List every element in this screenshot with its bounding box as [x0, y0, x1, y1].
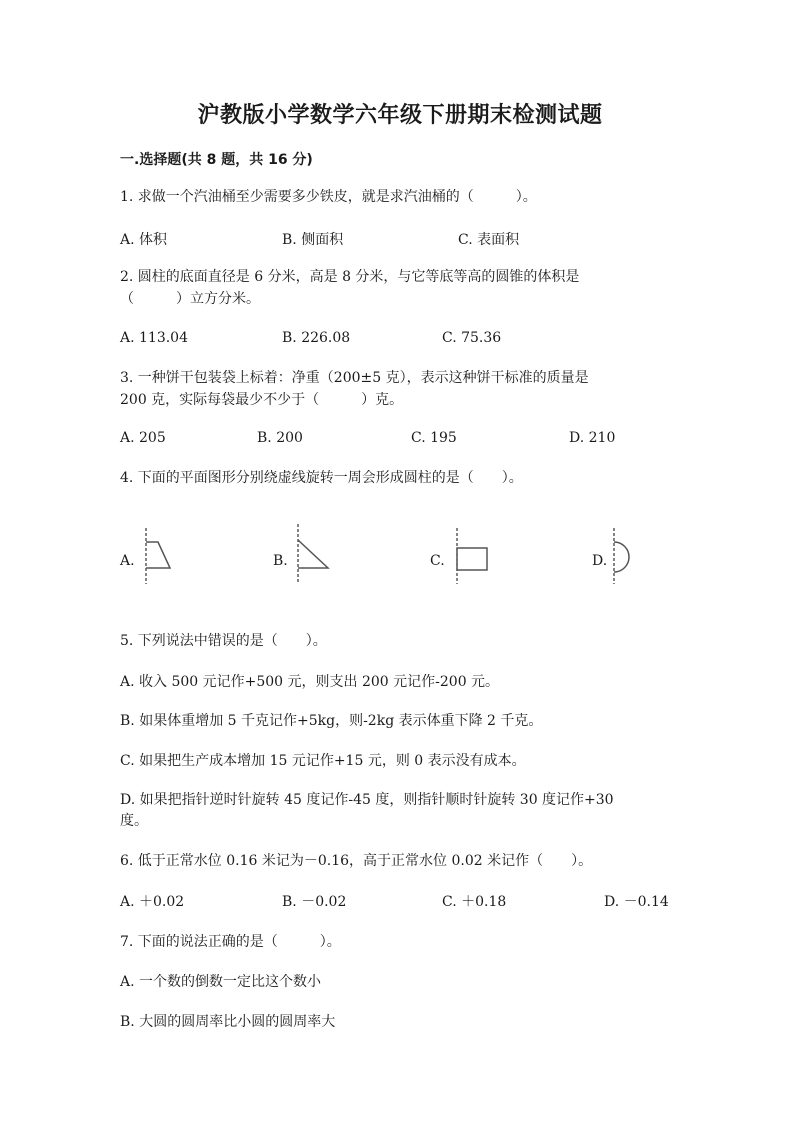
q5-option-b: B. 如果体重增加 5 千克记作+5kg，则-2kg 表示体重下降 2 千克。 [120, 713, 543, 729]
question-5: 5. 下列说法中错误的是（ ）。 [120, 633, 327, 649]
question-2-line-1: 2. 圆柱的底面直径是 6 分米，高是 8 分米，与它等底等高的圆锥的体积是 [120, 269, 580, 285]
question-3-line-2: 200 克，实际每袋最少不少于（ ）克。 [120, 392, 404, 408]
q6-option-d: D. －0.14 [604, 894, 669, 910]
question-7: 7. 下面的说法正确的是（ ）。 [120, 934, 341, 950]
q7-option-b: B. 大圆的圆周率比小圆的圆周率大 [120, 1014, 336, 1030]
q3-option-d: D. 210 [569, 430, 616, 446]
question-2-line-2: （ ）立方分米。 [120, 291, 260, 307]
question-3-line-1: 3. 一种饼干包装袋上标着：净重（200±5 克），表示这种饼干标准的质量是 [120, 370, 589, 386]
page-title: 沪教版小学数学六年级下册期末检测试题 [197, 103, 603, 128]
q7-option-a: A. 一个数的倒数一定比这个数小 [120, 974, 322, 990]
question-6: 6. 低于正常水位 0.16 米记为－0.16，高于正常水位 0.02 米记作（ ）。 [120, 853, 593, 869]
figure-b-label: B. [273, 553, 288, 569]
q2-option-b: B. 226.08 [282, 330, 351, 346]
figure-d-semicircle [606, 526, 646, 586]
figure-a-label: A. [120, 553, 135, 569]
q3-option-b: B. 200 [257, 430, 303, 446]
q6-option-b: B. －0.02 [282, 894, 347, 910]
figure-c-label: C. [430, 553, 445, 569]
q5-option-c: C. 如果把生产成本增加 15 元记作+15 元，则 0 表示没有成本。 [120, 753, 526, 769]
figure-d-label: D. [592, 553, 608, 569]
q5-option-d-line-2: 度。 [120, 813, 148, 829]
figure-c-rectangle [450, 526, 494, 586]
q6-option-c: C. ＋0.18 [442, 894, 507, 910]
q1-option-c: C. 表面积 [458, 232, 520, 248]
figure-a-trapezoid [138, 526, 178, 586]
q3-option-c: C. 195 [411, 430, 457, 446]
q2-option-a: A. 113.04 [120, 330, 188, 346]
q1-option-a: A. 体积 [120, 232, 168, 248]
question-4: 4. 下面的平面图形分别绕虚线旋转一周会形成圆柱的是（ ）。 [120, 470, 523, 486]
q1-option-b: B. 侧面积 [282, 232, 344, 248]
section-heading: 一.选择题(共 8 题，共 16 分) [120, 152, 313, 168]
q3-option-a: A. 205 [120, 430, 166, 446]
q2-option-c: C. 75.36 [442, 330, 502, 346]
q5-option-d-line-1: D. 如果把指针逆时针旋转 45 度记作-45 度，则指针顺时针旋转 30 度记作+30 [120, 792, 614, 808]
q5-option-a: A. 收入 500 元记作+500 元，则支出 200 元记作-200 元。 [120, 674, 500, 690]
q6-option-a: A. ＋0.02 [120, 894, 185, 910]
question-1: 1. 求做一个汽油桶至少需要多少铁皮，就是求汽油桶的（ ）。 [120, 189, 537, 205]
figure-b-triangle [290, 522, 334, 586]
